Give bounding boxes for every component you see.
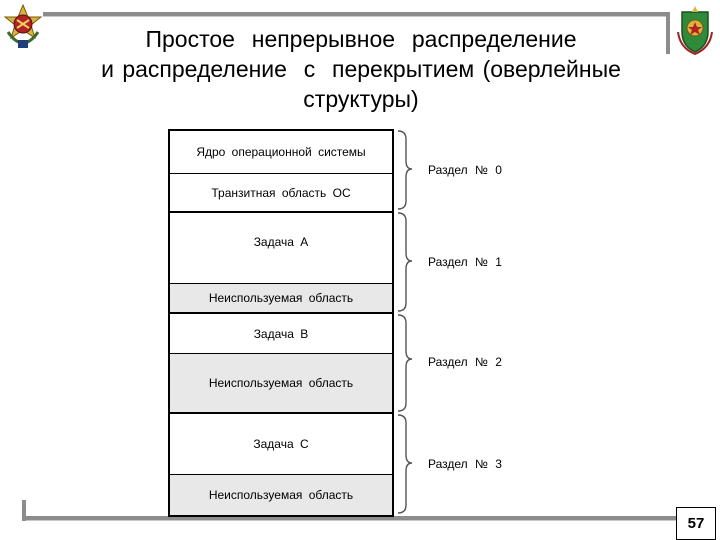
frame-bottom-shadow [24, 520, 684, 521]
brace-partition-1 [398, 213, 412, 311]
title-line-1: Простое непрерывное распределение [145, 26, 577, 52]
memory-block-kernel: Ядро операционной системы [196, 145, 366, 159]
title-line-2: и распределение с перекрытием (оверлейные [101, 56, 621, 82]
memory-block-task-a: Задача А [253, 235, 309, 249]
partition-label-3: Раздел № 3 [428, 457, 502, 471]
partition-label-2: Раздел № 2 [428, 355, 502, 369]
brace-partition-3 [398, 415, 412, 513]
memory-block-unused-3: Неиспользуемая область [170, 475, 392, 515]
partition-braces [390, 125, 430, 525]
memory-block-unused-2: Неиспользуемая область [170, 354, 392, 412]
memory-map [168, 129, 394, 517]
frame-top-shadow [43, 16, 669, 17]
slide-title [30, 24, 692, 114]
memory-block-transit: Транзитная область ОС [211, 185, 351, 200]
memory-block-task-b: Задача В [253, 326, 309, 341]
page-number: 57 [676, 507, 716, 540]
partition-label-0: Раздел № 0 [428, 163, 502, 177]
frame-left-line [22, 500, 26, 521]
brace-partition-0 [398, 131, 412, 209]
title-line-3: структуры) [303, 86, 419, 112]
partition-label-1: Раздел № 1 [428, 255, 502, 269]
brace-partition-2 [398, 315, 412, 411]
memory-block-unused-1: Неиспользуемая область [170, 284, 392, 312]
memory-block-task-c: Задача С [253, 437, 309, 451]
